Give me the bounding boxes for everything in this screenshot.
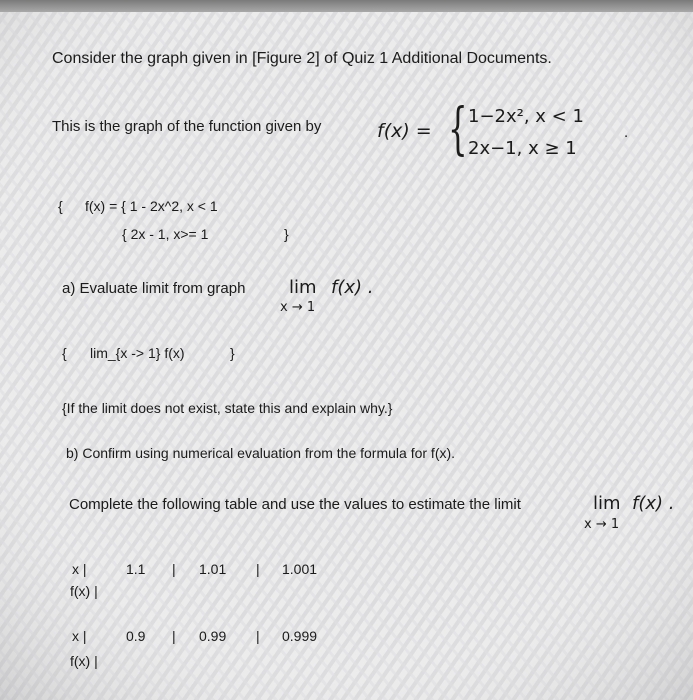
part-a-latex-open: { bbox=[62, 345, 67, 361]
part-a-latex-close: } bbox=[230, 345, 235, 361]
part-a-prompt: a) Evaluate limit from graph bbox=[62, 280, 246, 297]
piece-2: 2x−1, x ≥ 1 bbox=[468, 138, 577, 159]
table-prompt: Complete the following table and use the values to estimate the limit bbox=[69, 496, 521, 513]
table-right-value: 1.1 bbox=[126, 561, 146, 577]
table-right-sep: | bbox=[172, 561, 176, 577]
table-left-fx-label: f(x) | bbox=[70, 653, 98, 669]
text-def-line1: f(x) = { 1 - 2x^2, x < 1 bbox=[85, 198, 218, 214]
part-b-lim-sub: x → 1 bbox=[584, 517, 620, 532]
table-right-sep: | bbox=[256, 561, 260, 577]
text-def-close: } bbox=[284, 226, 289, 242]
table-right-x-label: x | bbox=[72, 561, 87, 577]
text-def-line2: { 2x - 1, x>= 1 bbox=[122, 226, 209, 242]
table-left-value: 0.9 bbox=[126, 628, 146, 644]
part-a-lim-word: lim bbox=[289, 277, 317, 298]
table-left-value: 0.999 bbox=[282, 628, 318, 644]
part-a-lim-sub: x → 1 bbox=[280, 300, 316, 315]
text-def-open: { bbox=[58, 198, 63, 214]
piece-1: 1−2x², x < 1 bbox=[468, 106, 584, 127]
part-b-prompt: b) Confirm using numerical evaluation from the formula for f(x). bbox=[66, 445, 456, 461]
part-a-latex: lim_{x -> 1} f(x) bbox=[90, 345, 185, 361]
function-intro: This is the graph of the function given by bbox=[52, 118, 322, 135]
table-left-x-label: x | bbox=[72, 628, 87, 644]
part-a-lim-expr: f(x) . bbox=[331, 277, 374, 298]
table-right-fx-label: f(x) | bbox=[70, 583, 98, 599]
table-left-value: 0.99 bbox=[199, 628, 227, 644]
part-b-lim-expr: f(x) . bbox=[632, 493, 675, 514]
table-left-sep: | bbox=[256, 628, 260, 644]
function-lhs: f(x) = bbox=[377, 120, 432, 142]
part-a-note: {If the limit does not exist, state this and explain why.} bbox=[62, 400, 393, 416]
piecewise-brace: { bbox=[448, 97, 468, 162]
part-b-lim-word: lim bbox=[593, 493, 621, 514]
table-right-value: 1.001 bbox=[282, 561, 318, 577]
function-period: . bbox=[624, 124, 629, 141]
page-title: Consider the graph given in [Figure 2] of Quiz 1 Additional Documents. bbox=[52, 50, 552, 67]
table-left-sep: | bbox=[172, 628, 176, 644]
table-right-value: 1.01 bbox=[199, 561, 227, 577]
